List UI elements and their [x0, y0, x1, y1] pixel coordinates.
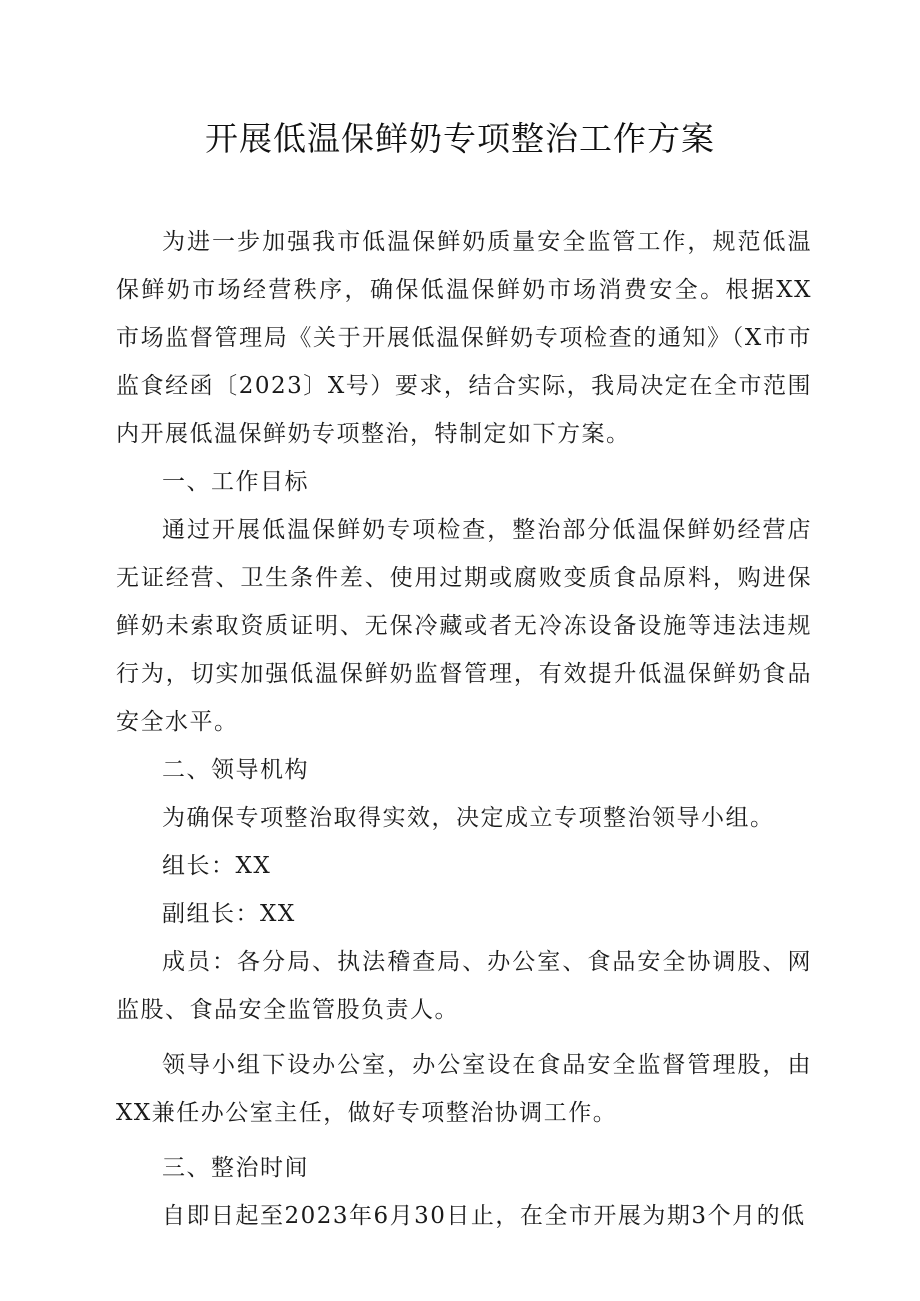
leader-line: 组长：XX: [162, 853, 272, 879]
document-title: 开展低温保鲜奶专项整治工作方案: [205, 119, 715, 158]
schedule-paragraph: 自即日起至2023年6月30日止，在全市开展为期3个月的低: [162, 1203, 806, 1229]
goals-paragraph: 通过开展低温保鲜奶专项检查，整治部分低温保鲜奶经营店无证经营、卫生条件差、使用过期或腐败变质食品原料，购进保鲜奶未索取资质证明、无保冷藏或者无冷冻设备设施等违法违规行为，切实加强低温保鲜奶监督管理，有效提升低温保鲜奶食品安全水平。: [116, 517, 812, 735]
section-heading-schedule: 三、整治时间: [162, 1155, 309, 1181]
members-paragraph: 成员：各分局、执法稽查局、办公室、食品安全协调股、网监股、食品安全监管股负责人。: [116, 949, 812, 1023]
leadership-paragraph: 为确保专项整治取得实效，决定成立专项整治领导小组。: [162, 805, 775, 831]
section-heading-leadership: 二、领导机构: [162, 757, 309, 783]
document-body: [116, 218, 812, 1240]
intro-paragraph: 为进一步加强我市低温保鲜奶质量安全监管工作，规范低温保鲜奶市场经营秩序，确保低温保鲜奶市场消费安全。根据XX市场监督管理局《关于开展低温保鲜奶专项检查的通知》（X市市监食经函〔2023〕X号）要求，结合实际，我局决定在全市范围内开展低温保鲜奶专项整治，特制定如下方案。: [116, 229, 812, 447]
deputy-leader-line: 副组长：XX: [162, 901, 296, 927]
office-paragraph: 领导小组下设办公室，办公室设在食品安全监督管理股，由XX兼任办公室主任，做好专项整治协调工作。: [116, 1052, 812, 1126]
section-heading-goals: 一、工作目标: [162, 469, 309, 495]
